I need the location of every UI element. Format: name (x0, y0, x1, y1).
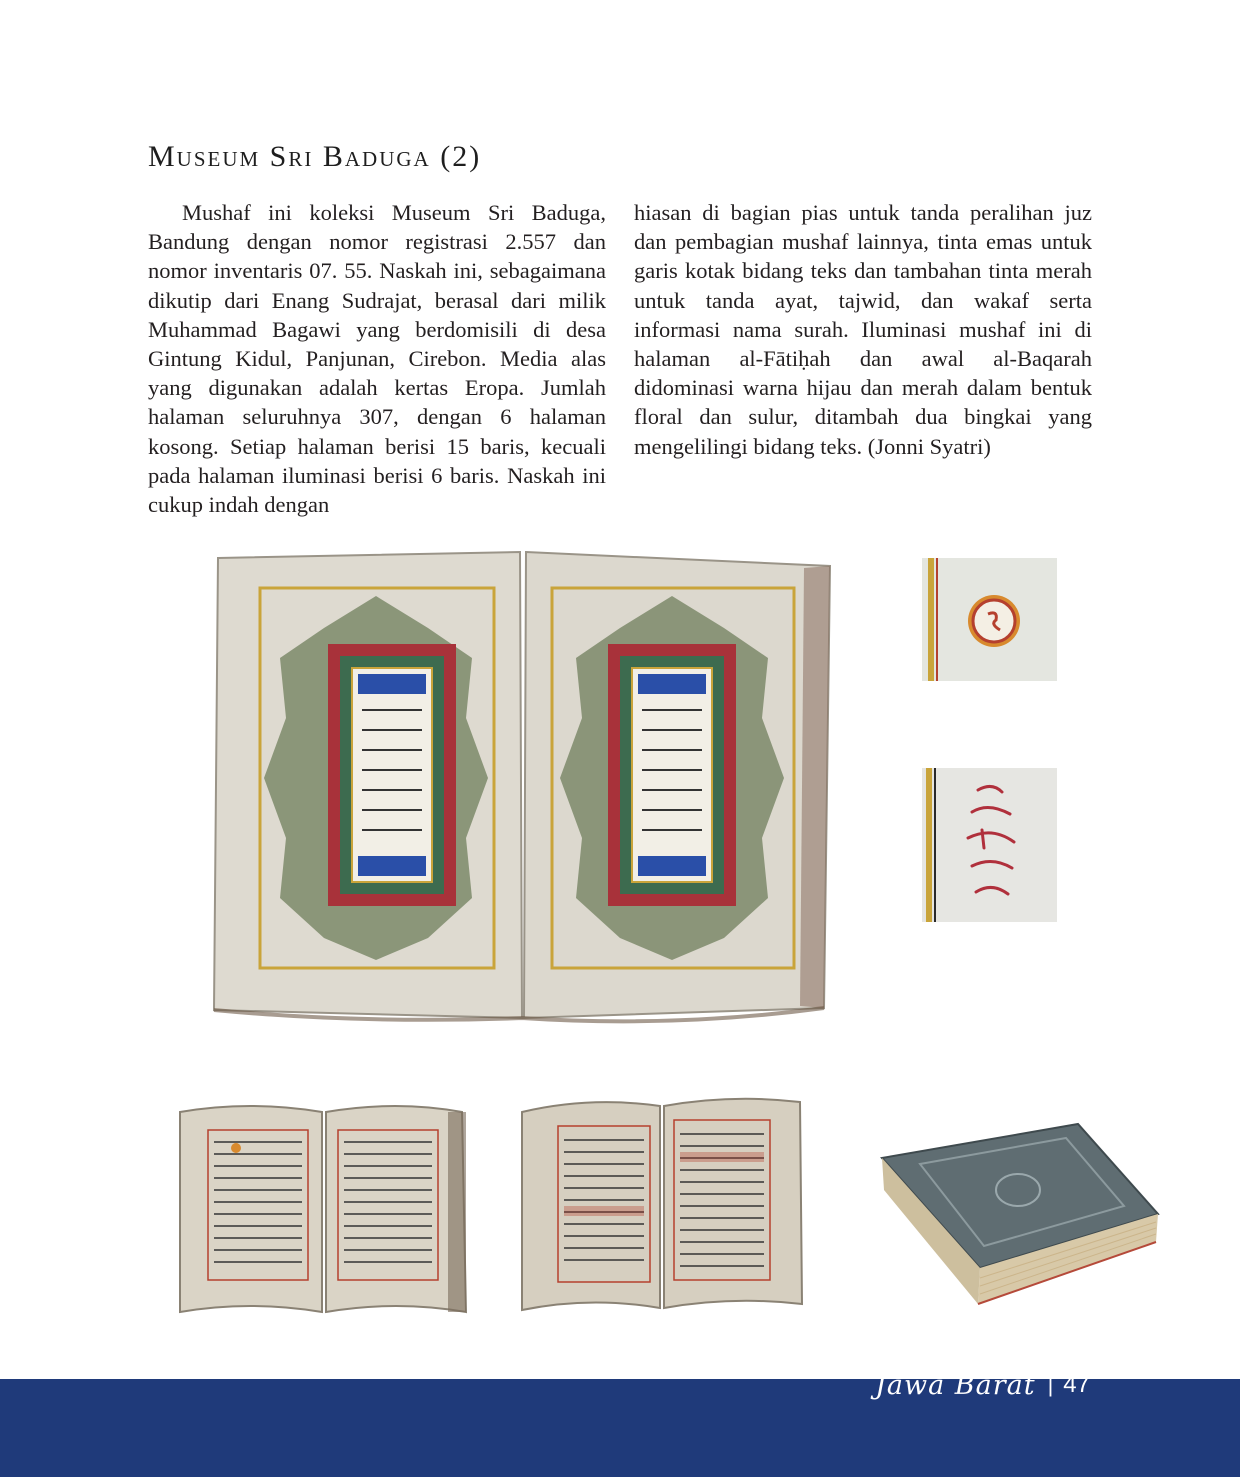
article-text-left: Mushaf ini koleksi Museum Sri Baduga, Bandung dengan nomor registrasi 2.557 dan nomor inventaris 07. 55. Naskah ini, sebagaimana dikutip dari Enang Sudrajat, berasal dari milik Muhammad Bagawi yang berdomisili di desa Gintung Kidul, Panjunan, Cirebon. Media alas yang digunakan adalah kertas Eropa. Jumlah halaman seluruhnya 307, dengan 6 halaman kosong. Setiap halaman berisi 15 baris, kecuali pada halaman iluminasi berisi 6 baris. Naskah ini cukup indah dengan (148, 200, 606, 518)
page-footer (875, 1369, 1090, 1401)
margin-note-detail-photo (922, 768, 1057, 922)
article-column-left (148, 198, 606, 519)
page-title: Museum Sri Baduga (2) (148, 140, 482, 173)
footer-separator: | (1047, 1372, 1054, 1397)
page-number: 47 (1063, 1371, 1090, 1398)
article-column-right: hiasan di bagian pias untuk tanda peralihan juz dan pembagian mushaf lainnya, tinta emas untuk garis kotak bidang teks dan tambahan tinta merah untuk tanda ayat, tajwid, dan wakaf serta informasi nama surah. Iluminasi mushaf ini di halaman al-Fātiḥah dan awal al-Baqarah didominasi warna hijau dan merah dalam bentuk floral dan sulur, ditambah dua bingkai yang mengelilingi bidang teks. (Jonni Syatri) (634, 200, 1092, 459)
footer-region: Jawa Barat (875, 1369, 1036, 1401)
verse-marker-detail-photo (922, 558, 1057, 681)
open-manuscript-pages-1-photo (176, 1098, 474, 1320)
open-manuscript-pages-2-photo (518, 1090, 808, 1318)
manuscript-cover-photo (880, 1118, 1162, 1314)
illuminated-opening-pages-photo (204, 548, 836, 1040)
